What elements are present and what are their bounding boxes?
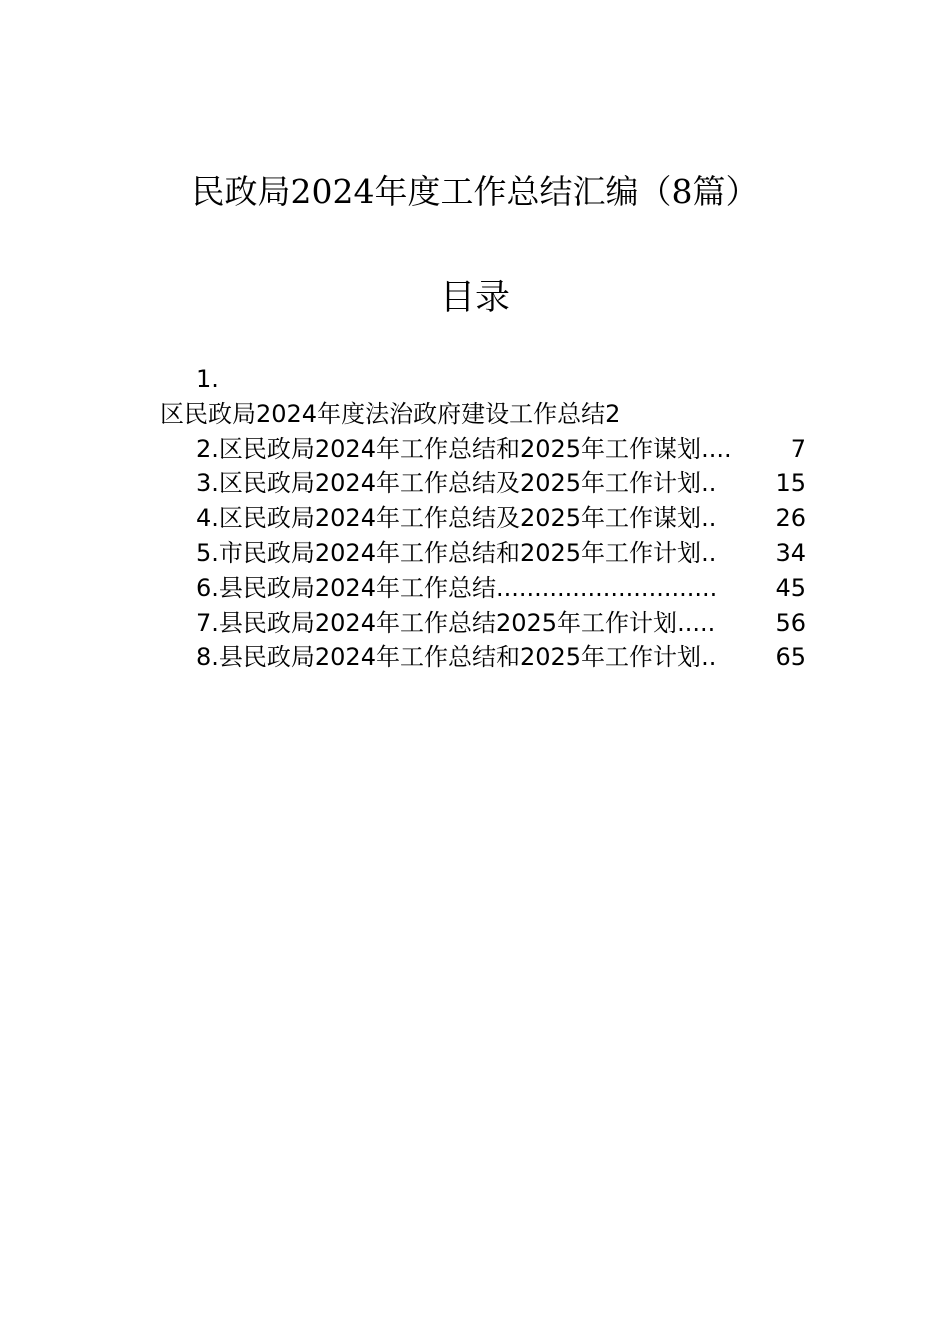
toc-item-2[interactable]	[160, 432, 806, 467]
toc-leader-dots: ..	[701, 538, 717, 567]
toc-item-page: 7	[790, 434, 806, 463]
document-title	[0, 166, 950, 213]
toc-item-page: 65	[775, 643, 806, 672]
toc-item-3[interactable]	[160, 466, 806, 501]
toc-item-7[interactable]	[160, 606, 806, 641]
table-of-contents	[160, 362, 806, 675]
toc-leader-dots: ..	[701, 643, 717, 672]
title-part2: 年度工作总结汇编（	[374, 172, 672, 211]
toc-item-6[interactable]	[160, 571, 806, 606]
toc-item-page: 15	[775, 469, 806, 498]
toc-heading: 目录	[439, 278, 510, 318]
toc-item-text: 2.区民政局2024年工作总结和2025年工作谋划	[196, 434, 702, 463]
toc-leader-dots: .....	[677, 608, 716, 637]
title-part3: 篇）	[692, 172, 759, 211]
toc-item-page: 56	[775, 608, 806, 637]
toc-item-text: 7.县民政局2024年工作总结2025年工作计划	[196, 608, 678, 637]
toc-item-1-number-line[interactable]	[160, 362, 806, 397]
toc-leader-dots: .............................	[495, 573, 718, 602]
toc-leader-dots: ..	[701, 504, 717, 533]
toc-item-text: 6.县民政局2024年工作总结	[196, 573, 496, 602]
toc-item-page: 45	[775, 573, 806, 602]
toc-item-text: 5.市民政局2024年工作总结和2025年工作计划	[196, 538, 702, 567]
toc-item-page: 34	[775, 538, 806, 567]
toc-item-text: 区民政局2024年度法治政府建设工作总结	[160, 399, 606, 428]
toc-item-text: 4.区民政局2024年工作总结及2025年工作谋划	[196, 504, 702, 533]
toc-item-text: 8.县民政局2024年工作总结和2025年工作计划	[196, 643, 702, 672]
toc-item-number: 1.	[196, 365, 219, 393]
toc-item-1[interactable]	[160, 397, 806, 432]
title-count: 8	[671, 172, 693, 211]
toc-item-8[interactable]	[160, 640, 806, 675]
toc-leader-dots: ....	[701, 434, 732, 463]
title-year: 2024	[290, 172, 375, 211]
toc-leader-dots: ..	[701, 469, 717, 498]
toc-item-page: 26	[775, 504, 806, 533]
toc-item-5[interactable]	[160, 536, 806, 571]
title-part1: 民政局	[191, 172, 291, 211]
toc-item-4[interactable]	[160, 501, 806, 536]
toc-item-text: 3.区民政局2024年工作总结及2025年工作计划	[196, 469, 702, 498]
toc-item-page: 2	[605, 399, 621, 428]
